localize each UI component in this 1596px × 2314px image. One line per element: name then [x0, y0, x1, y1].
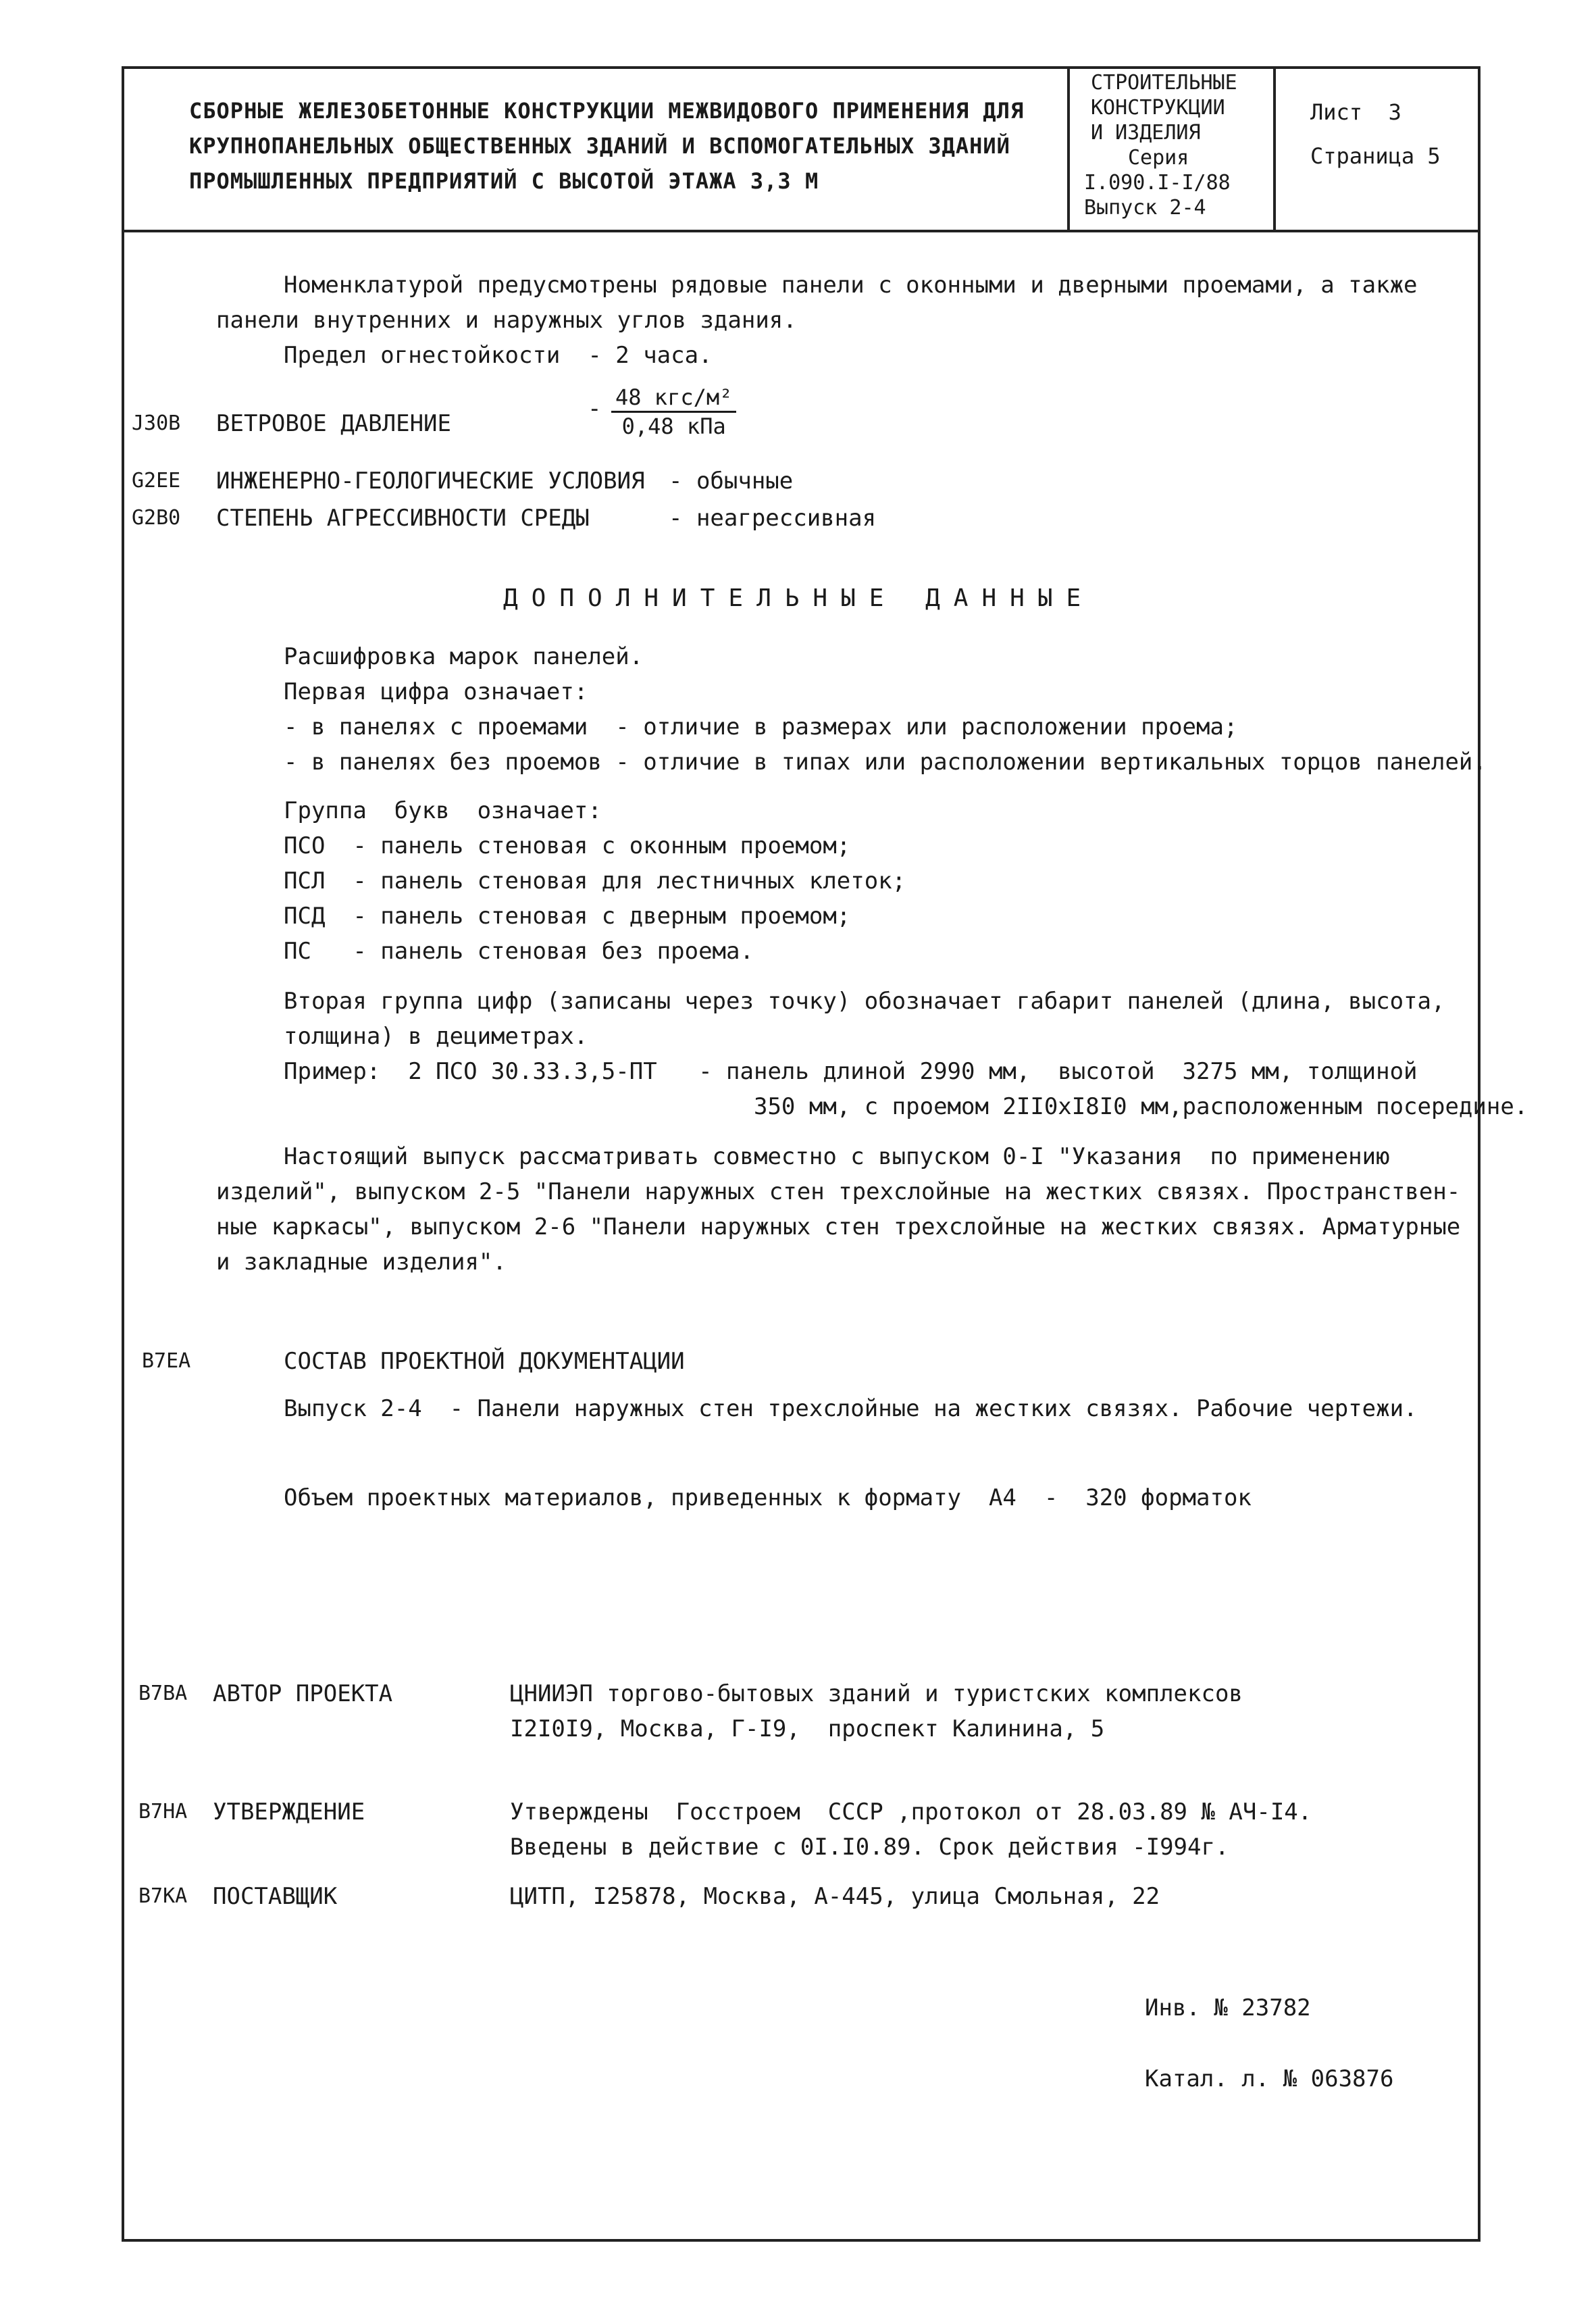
supplier-line-1: ЦИТП, I25878, Москва, А-445, улица Смольная, 22	[510, 1883, 1160, 1910]
additional-line: 350 мм, с проемом 2II0xI8I0 мм,расположенным посередине.	[284, 1093, 1528, 1120]
wind-value-kpa: 0,48 кПа	[621, 413, 726, 439]
additional-line: Первая цифра означает:	[284, 678, 588, 705]
author-line-1: ЦНИИЭП торгово-бытовых зданий и туристских комплексов	[510, 1680, 1243, 1707]
approval-line-1: Утверждены Госстроем СССР ,протокол от 28.03.89 № АЧ-I4.	[510, 1799, 1312, 1826]
header-title-line-1: СБОРНЫЕ ЖЕЛЕЗОБЕТОННЫЕ КОНСТРУКЦИИ МЕЖВИДОВОГО ПРИМЕНЕНИЯ ДЛЯ	[189, 98, 1025, 124]
aggr-value: - неагрессивная	[669, 505, 877, 532]
documentation-volume: Объем проектных материалов, приведенных к формату А4 - 320 форматок	[284, 1484, 1252, 1511]
author-label: АВТОР ПРОЕКТА	[213, 1680, 393, 1707]
geo-value: - обычные	[669, 468, 794, 495]
documentation-issue: Выпуск 2-4 - Панели наружных стен трехслойные на жестких связях. Рабочие чертежи.	[284, 1395, 1418, 1422]
supplier-label: ПОСТАВЩИК	[213, 1883, 338, 1910]
additional-line: Пример: 2 ПСО 30.33.3,5-ПТ - панель длиной 2990 мм, высотой 3275 мм, толщиной	[284, 1058, 1418, 1085]
additional-line: ПС - панель стеновая без проема.	[284, 938, 754, 965]
series-line-2: КОНСТРУКЦИИ	[1091, 96, 1225, 120]
additional-line: Вторая группа цифр (записаны через точку) обозначает габарит панелей (длина, высота,	[284, 988, 1445, 1015]
documentation-code: B7EA	[142, 1349, 191, 1373]
series-number: I.090.I-I/88	[1084, 171, 1231, 195]
header-col-divider-2	[1273, 66, 1276, 231]
additional-line: Настоящий выпуск рассматривать совместно с выпуском 0-I "Указания по применению	[284, 1143, 1390, 1170]
approval-code: B7HA	[138, 1800, 188, 1823]
sheet-number: Лист 3	[1310, 99, 1401, 125]
additional-line: ПСО - панель стеновая с оконным проемом;	[284, 832, 851, 859]
series-line-1: СТРОИТЕЛЬНЫЕ	[1091, 71, 1237, 95]
intro-line-2: панели внутренних и наружных углов здания.	[216, 307, 797, 334]
series-issue: Выпуск 2-4	[1084, 196, 1206, 220]
series-line-4: Серия	[1128, 146, 1189, 170]
additional-line: - в панелях без проемов - отличие в типах или расположении вертикальных торцов панелей.	[284, 749, 1487, 776]
header-col-divider-1	[1067, 66, 1070, 231]
aggr-label: СТЕПЕНЬ АГРЕССИВНОСТИ СРЕДЫ	[216, 505, 590, 532]
additional-line: толщина) в дециметрах.	[284, 1023, 588, 1050]
wind-value-fraction	[611, 386, 736, 437]
additional-heading: ДОПОЛНИТЕЛЬНЫЕ ДАННЫЕ	[503, 584, 1095, 612]
additional-line: - в панелях с проемами - отличие в размерах или расположении проема;	[284, 713, 1238, 740]
intro-line-1: Номенклатурой предусмотрены рядовые панели с оконными и дверными проемами, а также	[284, 272, 1418, 299]
wind-code: J30B	[132, 411, 181, 435]
additional-line: ПСД - панель стеновая с дверным проемом;	[284, 903, 851, 930]
header-title-line-3: ПРОМЫШЛЕННЫХ ПРЕДПРИЯТИЙ С ВЫСОТОЙ ЭТАЖА 3,3 М	[189, 168, 819, 194]
documentation-heading: СОСТАВ ПРОЕКТНОЙ ДОКУМЕНТАЦИИ	[284, 1348, 685, 1375]
author-line-2: I2I0I9, Москва, Г-I9, проспект Калинина, 5	[510, 1715, 1105, 1742]
intro-line-3: Предел огнестойкости - 2 часа.	[284, 342, 713, 369]
wind-value-kgs: 48 кгс/м²	[611, 386, 736, 413]
additional-line: изделий", выпуском 2-5 "Панели наружных стен трехслойные на жестких связях. Пространствен-	[216, 1178, 1461, 1205]
header-divider	[122, 230, 1481, 232]
supplier-code: B7KA	[138, 1884, 188, 1908]
inventory-number: Инв. № 23782	[1145, 1994, 1311, 2021]
additional-line: ПСЛ - панель стеновая для лестничных клеток;	[284, 867, 906, 895]
approval-line-2: Введены в действие с 0I.I0.89. Срок действия -I994г.	[510, 1834, 1229, 1861]
additional-line: Группа букв означает:	[284, 797, 602, 824]
geo-code: G2EE	[132, 469, 181, 493]
wind-label: ВЕТРОВОЕ ДАВЛЕНИЕ	[216, 410, 451, 437]
page-number: Страница 5	[1310, 143, 1441, 169]
aggr-code: G2B0	[132, 506, 181, 530]
additional-line: Расшифровка марок панелей.	[284, 643, 644, 670]
series-line-3: И ИЗДЕЛИЯ	[1091, 121, 1201, 145]
header-title-line-2: КРУПНОПАНЕЛЬНЫХ ОБЩЕСТВЕННЫХ ЗДАНИЙ И ВСПОМОГАТЕЛЬНЫХ ЗДАНИЙ	[189, 133, 1010, 159]
approval-label: УТВЕРЖДЕНИЕ	[213, 1799, 365, 1826]
additional-line: ные каркасы", выпуском 2-6 "Панели наружных стен трехслойные на жестких связях. Арматурные	[216, 1213, 1461, 1240]
wind-dash: -	[588, 395, 602, 422]
author-code: B7BA	[138, 1682, 188, 1705]
additional-line: и закладные изделия".	[216, 1249, 507, 1276]
catalog-number: Катал. л. № 063876	[1145, 2065, 1394, 2092]
geo-label: ИНЖЕНЕРНО-ГЕОЛОГИЧЕСКИЕ УСЛОВИЯ	[216, 468, 645, 495]
